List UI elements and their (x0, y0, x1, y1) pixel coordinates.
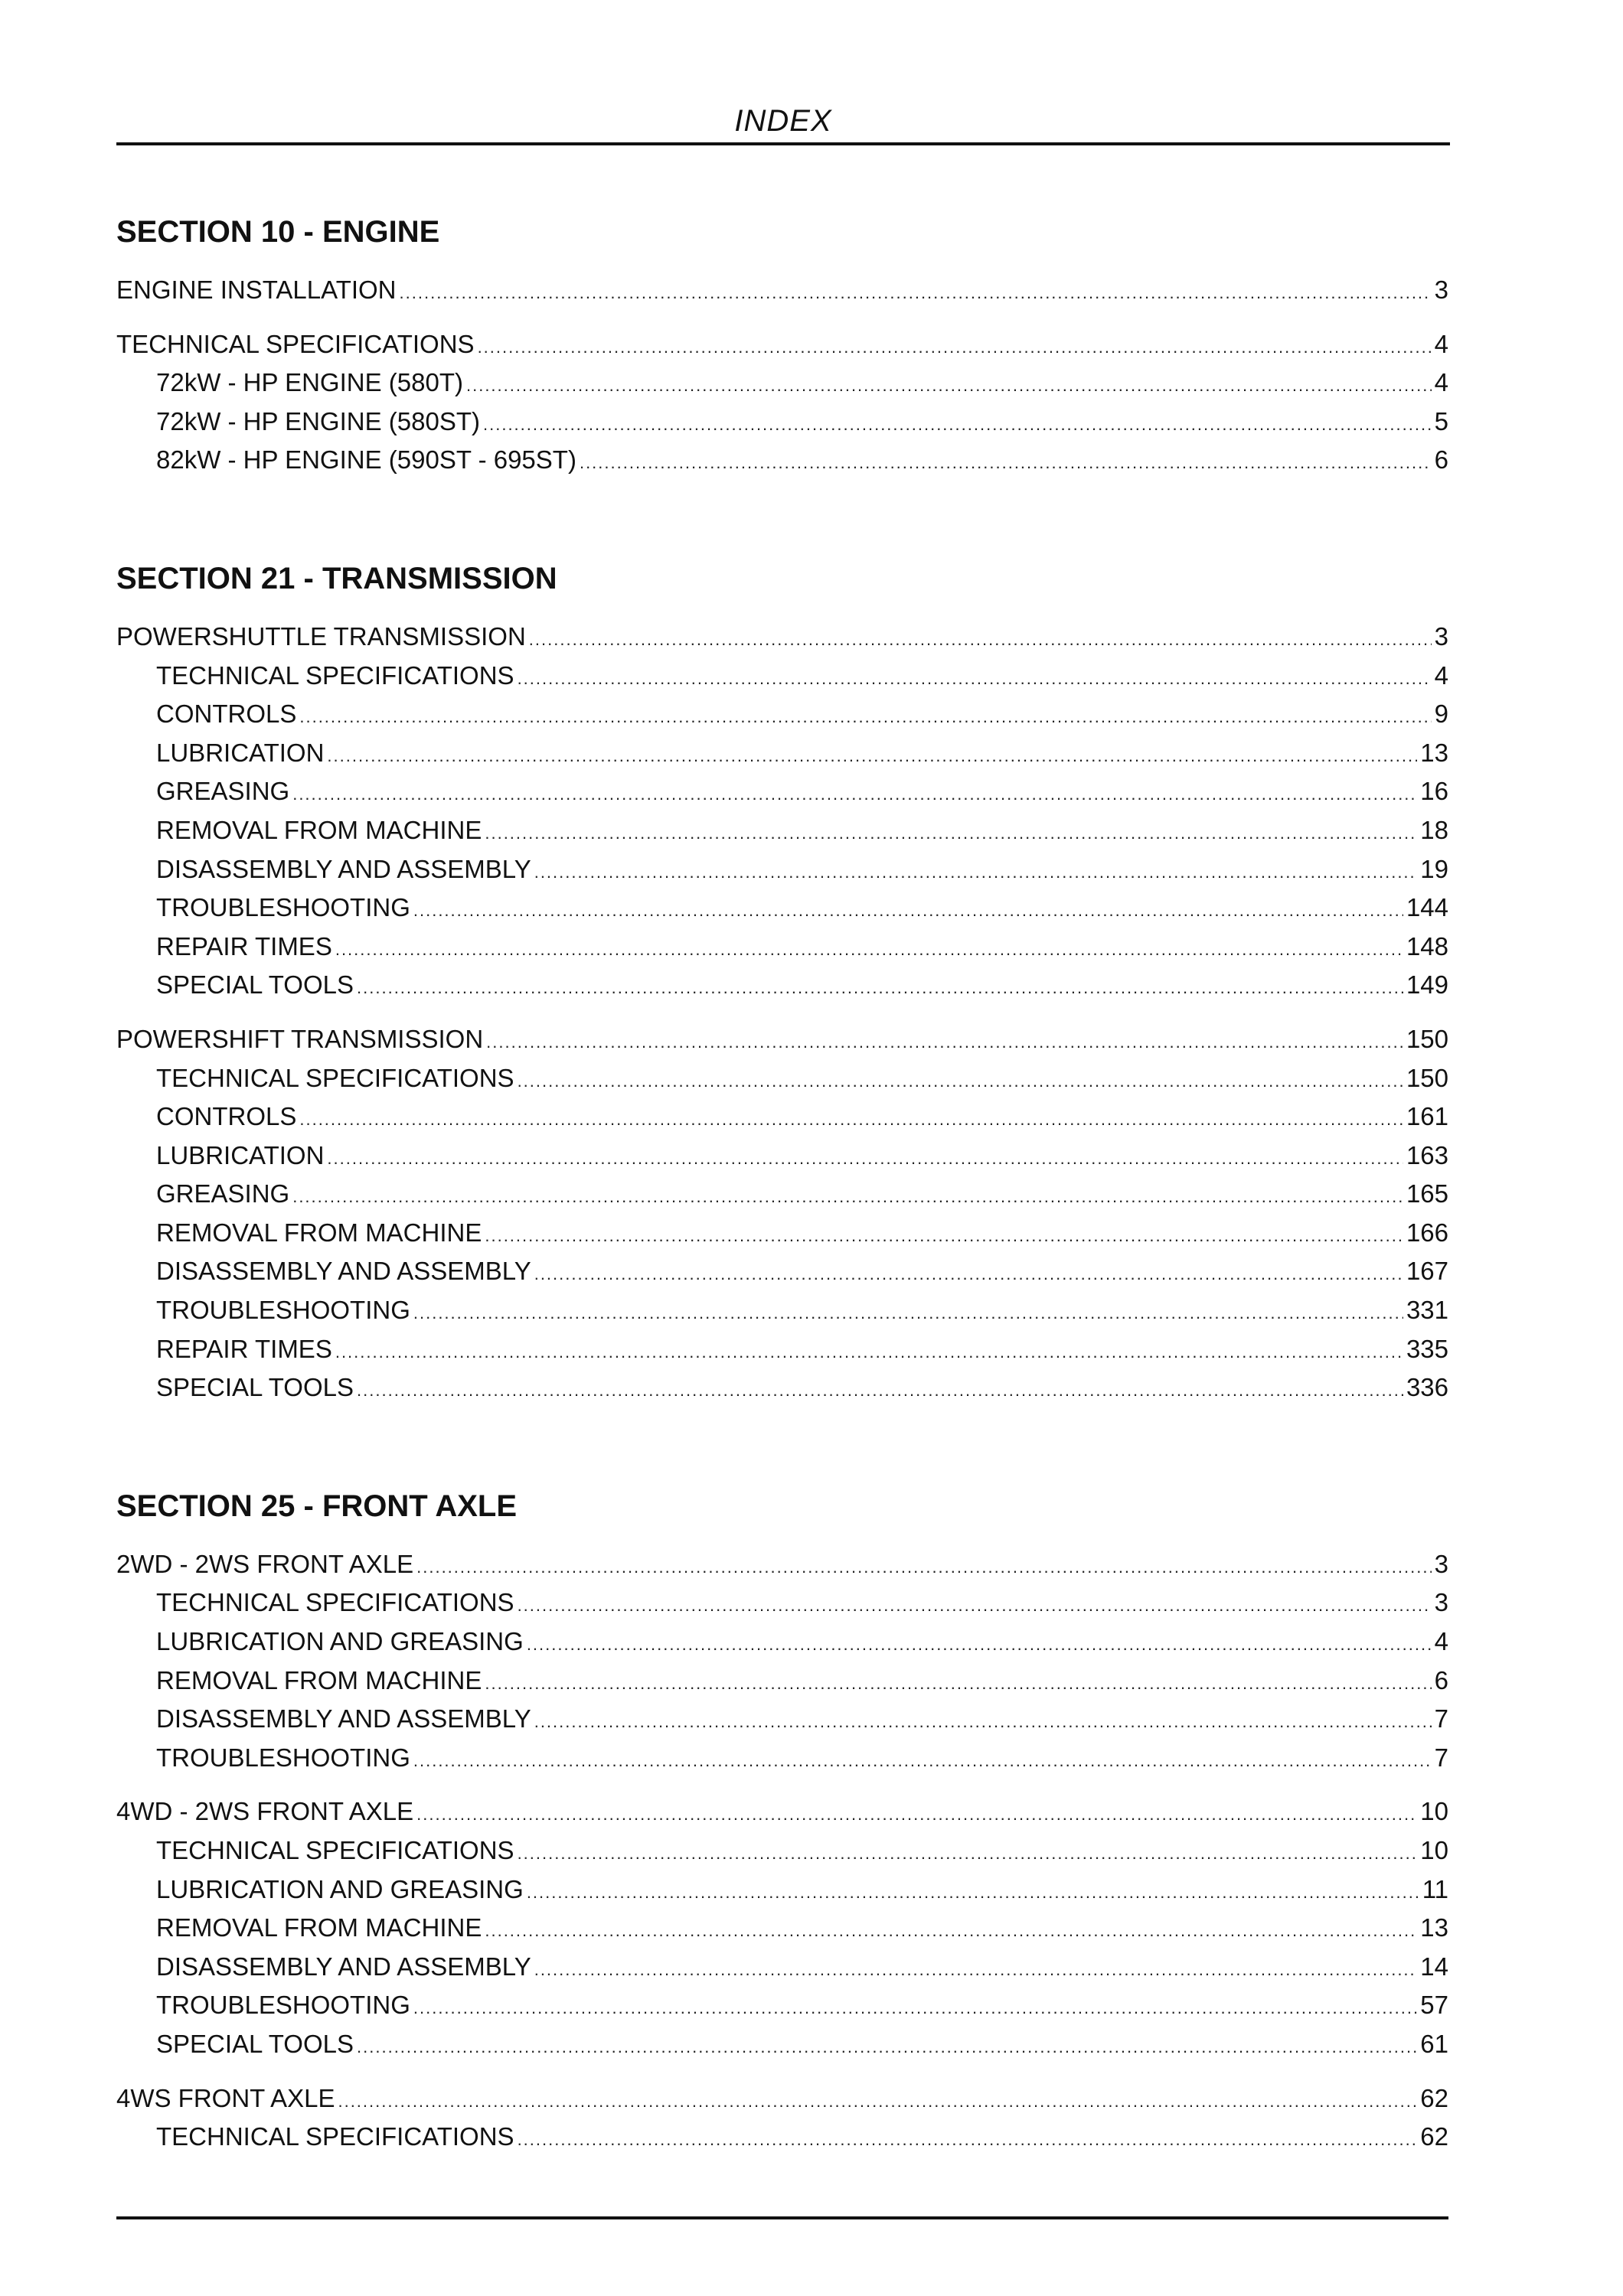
entry-page-number: 148 (1406, 931, 1448, 960)
dot-leader (413, 892, 1403, 931)
entry-label: TECHNICAL SPECIFICATIONS (156, 1063, 514, 1092)
dot-leader (485, 1217, 1403, 1256)
index-section (116, 559, 1448, 1407)
entry-group (116, 2079, 1448, 2157)
page-header (116, 99, 1450, 145)
entry-group (116, 325, 1448, 480)
entry-label: TROUBLESHOOTING (156, 893, 410, 922)
entry-page-number: 4 (1434, 329, 1448, 358)
dot-leader (357, 1371, 1403, 1411)
entry-page-number: 3 (1434, 621, 1448, 651)
toc-subentry[interactable] (116, 1175, 1448, 1214)
entry-label: GREASING (156, 777, 290, 806)
entry-page-number: 7 (1434, 1704, 1448, 1733)
toc-subentry[interactable] (116, 441, 1448, 480)
dot-leader (466, 367, 1432, 406)
toc-entry[interactable] (116, 618, 1448, 657)
dot-leader (534, 1951, 1418, 1990)
toc-entry[interactable] (116, 2079, 1448, 2118)
toc-subentry[interactable] (116, 1739, 1448, 1778)
dot-leader (299, 698, 1431, 737)
index-section (116, 1487, 1448, 2157)
toc-subentry[interactable] (116, 1059, 1448, 1098)
entry-group (116, 1545, 1448, 1778)
toc-subentry[interactable] (116, 2118, 1448, 2157)
entry-page-number: 6 (1434, 445, 1448, 475)
entry-label: ENGINE INSTALLATION (116, 276, 397, 304)
toc-subentry[interactable] (116, 928, 1448, 967)
entry-page-number: 13 (1420, 738, 1448, 767)
entry-label: TROUBLESHOOTING (156, 1296, 410, 1325)
table-of-contents (116, 178, 1448, 2172)
entry-page-number: 4 (1434, 368, 1448, 397)
toc-subentry[interactable] (116, 1097, 1448, 1137)
toc-subentry[interactable] (116, 1137, 1448, 1176)
dot-leader (292, 1178, 1403, 1217)
toc-subentry[interactable] (116, 1909, 1448, 1948)
dot-leader (357, 969, 1403, 1008)
entry-group (116, 1792, 1448, 2063)
entry-label: DISASSEMBLY AND ASSEMBLY (156, 1952, 531, 1981)
entry-label: TECHNICAL SPECIFICATIONS (156, 1588, 514, 1617)
entry-group (116, 618, 1448, 1005)
dot-leader (534, 853, 1418, 892)
dot-leader (580, 444, 1432, 483)
entry-page-number: 167 (1406, 1257, 1448, 1286)
entry-label: LUBRICATION (156, 1140, 325, 1169)
entry-group (116, 1020, 1448, 1407)
entry-label: REMOVAL FROM MACHINE (156, 1665, 482, 1694)
toc-subentry[interactable] (116, 657, 1448, 696)
entry-label: DISASSEMBLY AND ASSEMBLY (156, 1257, 531, 1286)
entry-label: 82kW - HP ENGINE (590ST - 695ST) (156, 445, 576, 475)
dot-leader (534, 1255, 1403, 1294)
entry-page-number: 150 (1406, 1063, 1448, 1092)
dot-leader (338, 2082, 1417, 2122)
entry-page-number: 18 (1420, 815, 1448, 844)
dot-leader (527, 1626, 1432, 1665)
toc-subentry[interactable] (116, 1583, 1448, 1623)
toc-subentry[interactable] (116, 1368, 1448, 1407)
toc-subentry[interactable] (116, 1330, 1448, 1369)
dot-leader (534, 1703, 1432, 1742)
entry-page-number: 62 (1420, 2122, 1448, 2151)
toc-entry[interactable] (116, 1020, 1448, 1059)
dot-leader (518, 660, 1432, 699)
entry-page-number: 5 (1434, 406, 1448, 435)
entry-label: GREASING (156, 1179, 290, 1208)
dot-leader (485, 1665, 1431, 1704)
dot-leader (416, 1795, 1417, 1835)
entry-label: 4WD - 2WS FRONT AXLE (116, 1797, 414, 1826)
entry-label: 4WS FRONT AXLE (116, 2083, 335, 2112)
toc-entry[interactable] (116, 1792, 1448, 1831)
entry-label: 72kW - HP ENGINE (580ST) (156, 406, 480, 435)
entry-label: POWERSHIFT TRANSMISSION (116, 1024, 484, 1053)
dot-leader (413, 1989, 1417, 2028)
toc-subentry[interactable] (116, 1948, 1448, 1987)
entry-label: SPECIAL TOOLS (156, 1373, 354, 1402)
toc-subentry[interactable] (116, 1700, 1448, 1739)
toc-subentry[interactable] (116, 889, 1448, 928)
entry-label: CONTROLS (156, 1102, 297, 1131)
entry-label: DISASSEMBLY AND ASSEMBLY (156, 854, 531, 883)
toc-subentry[interactable] (116, 1831, 1448, 1870)
section-title: SECTION 25 - FRONT AXLE (116, 1489, 518, 1523)
dot-leader (327, 1140, 1403, 1179)
dot-leader (292, 775, 1417, 814)
toc-subentry[interactable] (116, 364, 1448, 403)
entry-page-number: 61 (1420, 2029, 1448, 2058)
toc-subentry[interactable] (116, 1252, 1448, 1291)
entry-page-number: 6 (1434, 1665, 1448, 1694)
dot-leader (518, 1062, 1403, 1101)
entry-page-number: 161 (1406, 1102, 1448, 1131)
entry-label: REPAIR TIMES (156, 1334, 332, 1363)
entry-label: TECHNICAL SPECIFICATIONS (116, 329, 475, 358)
entry-page-number: 4 (1434, 660, 1448, 690)
entry-label: SPECIAL TOOLS (156, 970, 354, 1000)
dot-leader (518, 2121, 1418, 2160)
toc-subentry[interactable] (116, 1214, 1448, 1253)
dot-leader (299, 1101, 1403, 1140)
toc-subentry[interactable] (116, 1870, 1448, 1910)
toc-subentry[interactable] (116, 1662, 1448, 1701)
dot-leader (486, 1023, 1403, 1062)
dot-leader (327, 737, 1417, 776)
dot-leader (335, 1333, 1403, 1372)
entry-page-number: 3 (1434, 1549, 1448, 1578)
toc-subentry[interactable] (116, 772, 1448, 811)
entry-page-number: 62 (1420, 2083, 1448, 2112)
entry-label: REPAIR TIMES (156, 931, 332, 960)
dot-leader (413, 1294, 1403, 1333)
entry-label: SPECIAL TOOLS (156, 2029, 354, 2058)
toc-subentry[interactable] (116, 403, 1448, 442)
entry-label: 2WD - 2WS FRONT AXLE (116, 1549, 414, 1578)
section-title: SECTION 21 - TRANSMISSION (116, 561, 557, 595)
entry-label: LUBRICATION (156, 738, 325, 767)
entry-page-number: 3 (1434, 1588, 1448, 1617)
toc-subentry[interactable] (116, 695, 1448, 734)
toc-subentry[interactable] (116, 1623, 1448, 1662)
entry-page-number: 150 (1406, 1024, 1448, 1053)
page-title: INDEX (734, 104, 832, 138)
entry-page-number: 57 (1420, 1991, 1448, 2020)
entry-label: CONTROLS (156, 700, 297, 729)
entry-page-number: 144 (1406, 893, 1448, 922)
toc-entry[interactable] (116, 271, 1448, 310)
entry-page-number: 11 (1422, 1874, 1448, 1903)
entry-page-number: 166 (1406, 1218, 1448, 1247)
toc-subentry[interactable] (116, 1986, 1448, 2025)
entry-label: TROUBLESHOOTING (156, 1991, 410, 2020)
dot-leader (483, 406, 1432, 445)
entry-page-number: 4 (1434, 1627, 1448, 1656)
entry-page-number: 3 (1434, 276, 1448, 304)
entry-label: LUBRICATION AND GREASING (156, 1874, 524, 1903)
dot-leader (478, 328, 1432, 367)
entry-page-number: 16 (1420, 777, 1448, 806)
entry-page-number: 331 (1406, 1296, 1448, 1325)
toc-entry[interactable] (116, 325, 1448, 364)
entry-label: 72kW - HP ENGINE (580T) (156, 368, 463, 397)
entry-page-number: 7 (1434, 1743, 1448, 1772)
entry-label: DISASSEMBLY AND ASSEMBLY (156, 1704, 531, 1733)
entry-page-number: 335 (1406, 1334, 1448, 1363)
entry-page-number: 10 (1420, 1836, 1448, 1864)
entry-label: TECHNICAL SPECIFICATIONS (156, 2122, 514, 2151)
entry-page-number: 10 (1420, 1797, 1448, 1826)
section-title: SECTION 10 - ENGINE (116, 215, 440, 249)
entry-page-number: 336 (1406, 1373, 1448, 1402)
entry-page-number: 149 (1406, 970, 1448, 1000)
entry-label: REMOVAL FROM MACHINE (156, 1913, 482, 1942)
toc-subentry[interactable] (116, 734, 1448, 773)
dot-leader (357, 2028, 1417, 2067)
index-section (116, 213, 1448, 480)
entry-page-number: 13 (1420, 1913, 1448, 1942)
entry-group (116, 271, 1448, 310)
dot-leader (413, 1742, 1432, 1781)
entry-page-number: 9 (1434, 700, 1448, 729)
entry-label: TECHNICAL SPECIFICATIONS (156, 1836, 514, 1864)
dot-leader (416, 1548, 1432, 1587)
dot-leader (518, 1587, 1432, 1626)
dot-leader (485, 1912, 1417, 1951)
entry-label: REMOVAL FROM MACHINE (156, 815, 482, 844)
toc-subentry[interactable] (116, 811, 1448, 850)
entry-label: REMOVAL FROM MACHINE (156, 1218, 482, 1247)
dot-leader (400, 274, 1432, 313)
entry-page-number: 163 (1406, 1140, 1448, 1169)
entry-label: TECHNICAL SPECIFICATIONS (156, 660, 514, 690)
entry-label: LUBRICATION AND GREASING (156, 1627, 524, 1656)
dot-leader (527, 1874, 1419, 1913)
toc-entry[interactable] (116, 1545, 1448, 1584)
toc-subentry[interactable] (116, 966, 1448, 1005)
entry-label: TROUBLESHOOTING (156, 1743, 410, 1772)
dot-leader (529, 621, 1432, 660)
entry-page-number: 19 (1420, 854, 1448, 883)
entry-page-number: 14 (1420, 1952, 1448, 1981)
dot-leader (485, 814, 1417, 853)
toc-subentry[interactable] (116, 1291, 1448, 1330)
toc-subentry[interactable] (116, 2025, 1448, 2064)
toc-subentry[interactable] (116, 850, 1448, 889)
entry-label: POWERSHUTTLE TRANSMISSION (116, 621, 526, 651)
entry-page-number: 165 (1406, 1179, 1448, 1208)
dot-leader (518, 1835, 1418, 1874)
footer-rule (116, 2216, 1448, 2219)
dot-leader (335, 931, 1403, 970)
